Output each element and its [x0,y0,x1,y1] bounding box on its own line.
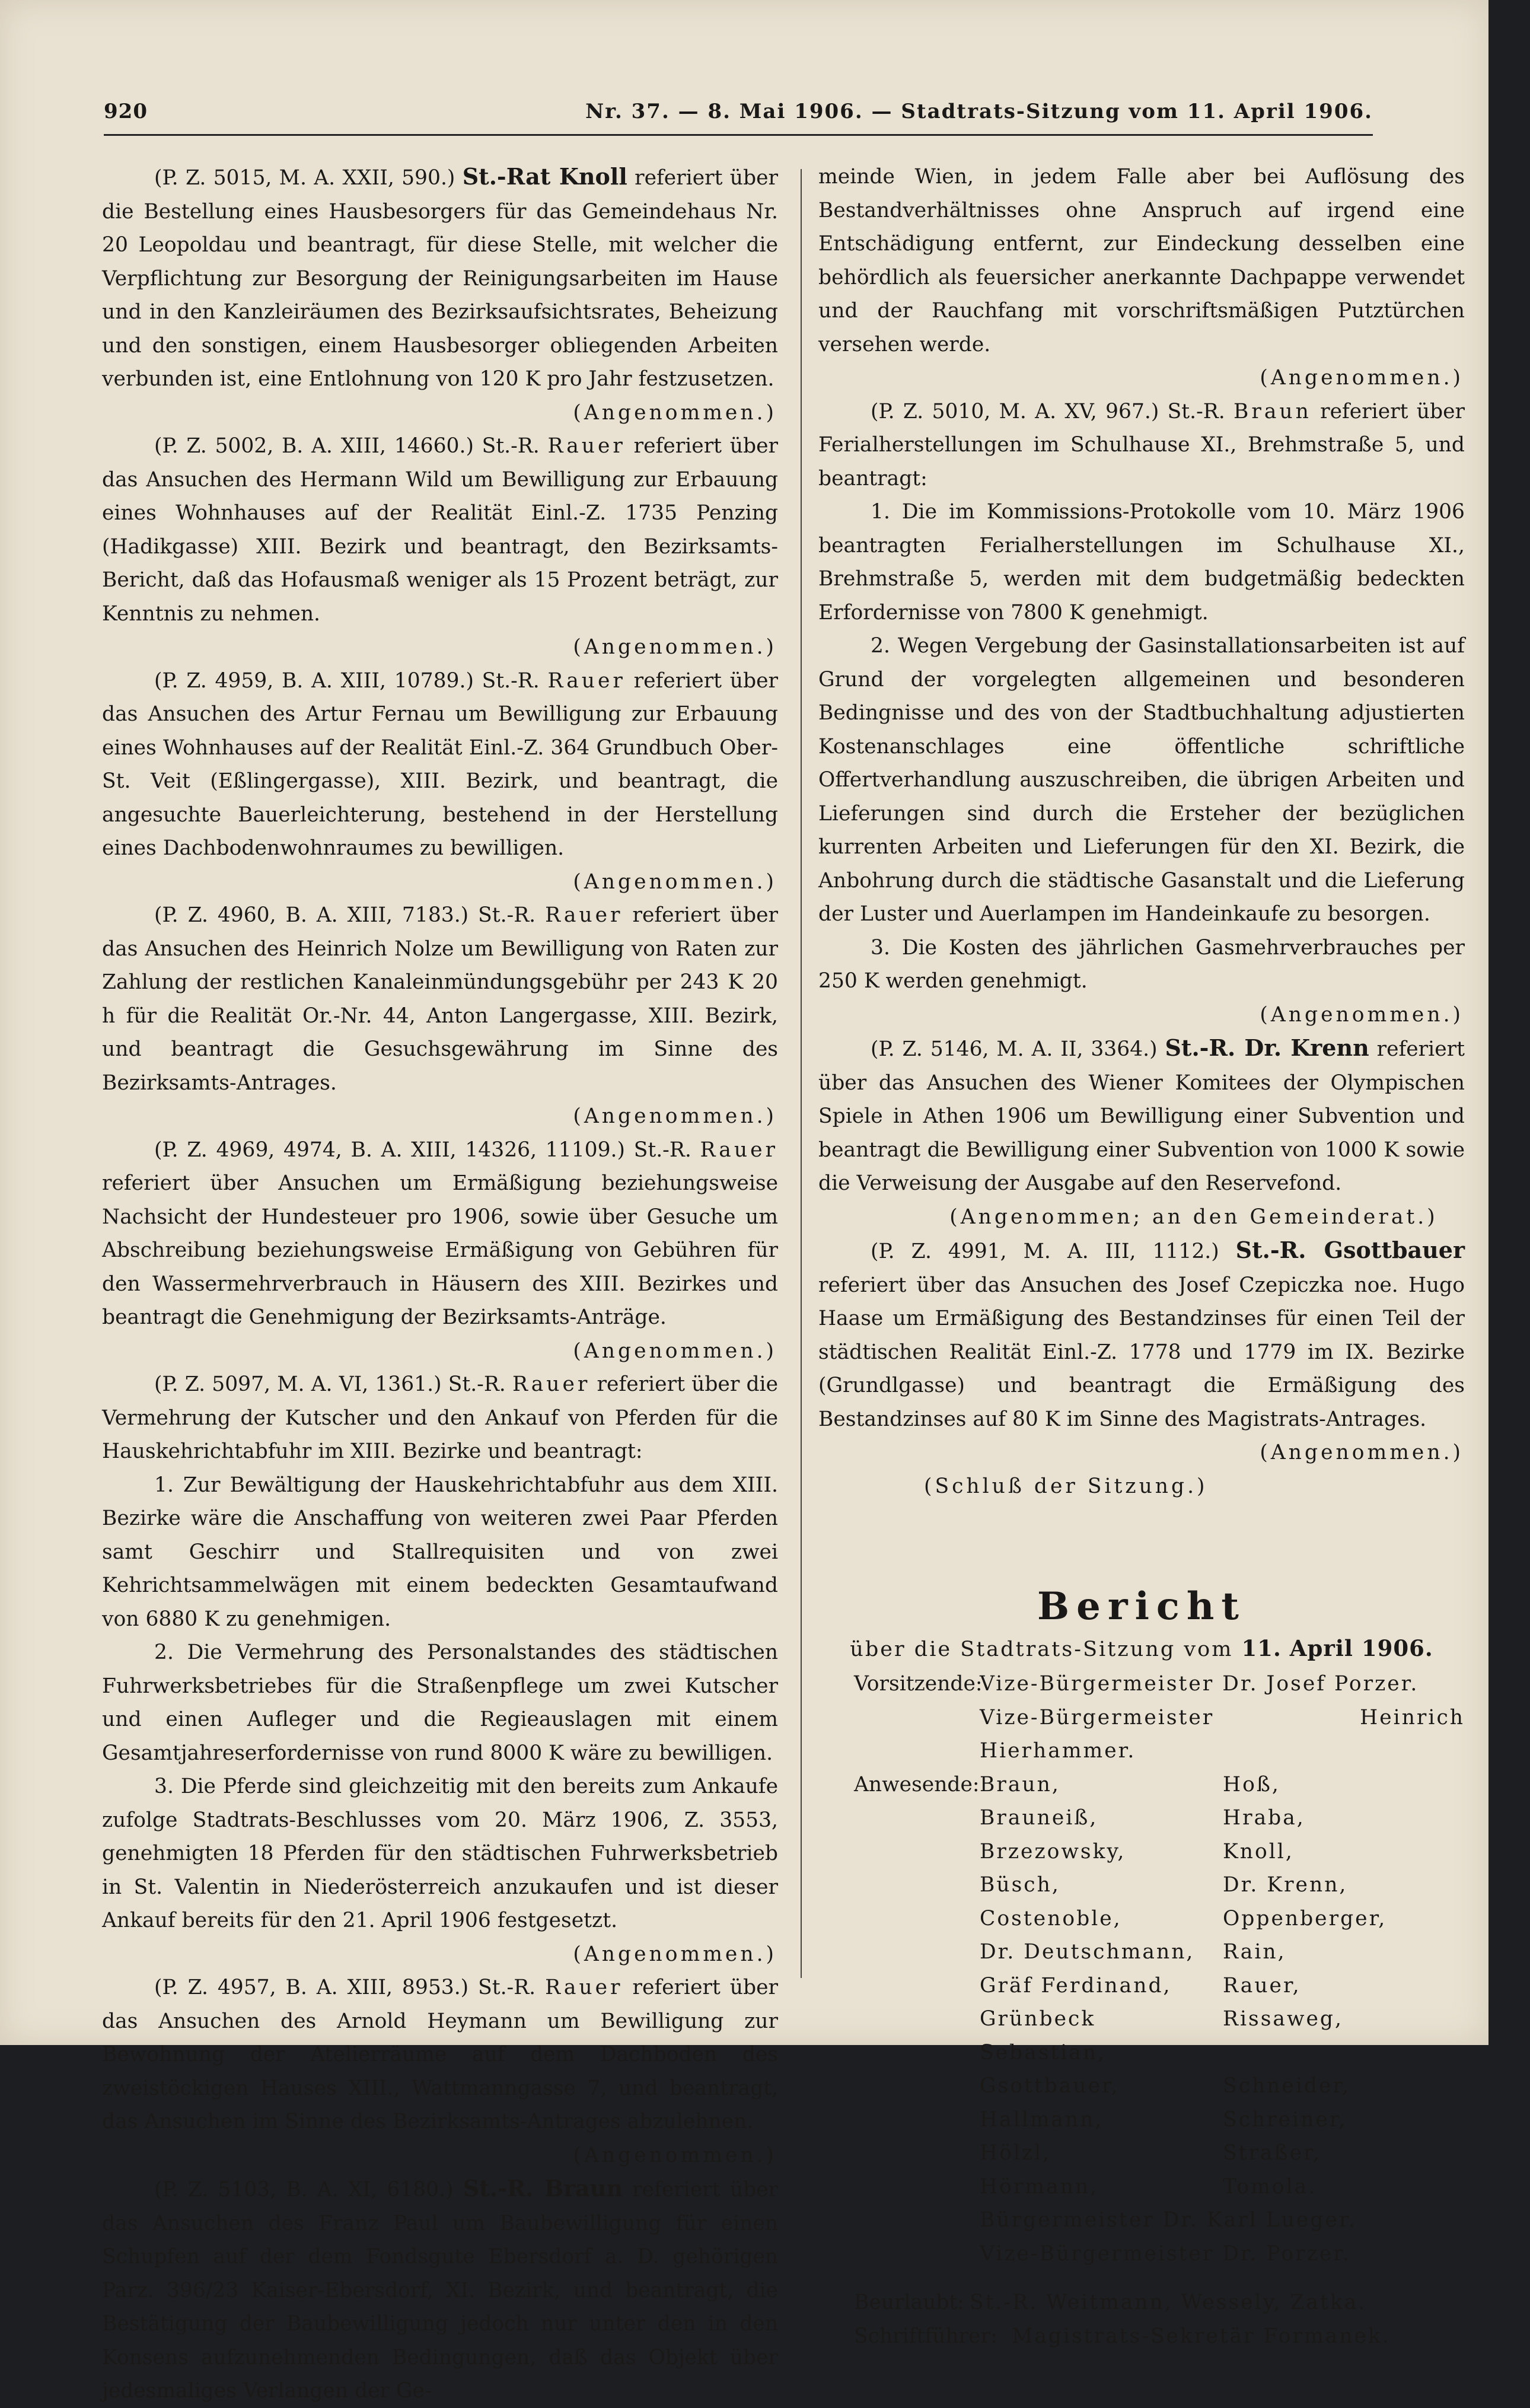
entry-text: referiert über Ansuchen um Ermäßigung beziehungsweise Nachsicht der Hundesteuer pro 1906, sowie über Gesuche um Abschreibung beziehungsweise Ermäßigung von Gebühren für den Wassermehrverbrauch in Häusern des XIII. Bezirkes und beantragt die Genehmigung der Bezirksamts-Anträge. [102,1171,778,1329]
absent-label: Beurlaubt: [854,2291,964,2314]
resolution-status: (Angenommen.) [1260,366,1464,390]
rapporteur: Rauer [545,903,623,927]
resolution-status: (Angenommen.) [1260,1002,1464,1027]
agenda-entry [102,160,778,396]
bericht-date: 11. April 1906. [1241,1635,1433,1661]
rapporteur: St.-R. Dr. Krenn [1165,1034,1369,1061]
page-header [104,100,1450,136]
attendee-name: Braun, [980,1772,1060,1797]
absent-names: St.-R. Weitmann, Wessely, Zatka. [970,2291,1367,2314]
agenda-entry [818,1031,1465,1200]
agenda-entry [102,1368,778,1469]
bericht-subtitle-text: über die Stadtrats-Sitzung vom [850,1638,1233,1661]
continued-text [818,160,1465,361]
spacer [818,1801,980,1835]
attendee-name: Schneider, [1223,2074,1351,2098]
bericht-heading: Bericht [1037,1584,1246,1629]
spacer [818,2002,980,2069]
enumerated-item [102,1636,778,1770]
entry-text: referiert über das Ansuchen des Hermann Wild um Bewilligung zur Erbauung eines Wohnhauses auf der Realität Einl.-Z. 1735 Penzing (Hadikgasse) XIII. Bezirk und beantragt, den Bezirksamts-Bericht, daß das Hofausmaß weniger als 15 Prozent beträgt, zur Kenntnis zu nehmen. [102,434,778,626]
item-text: 2. Wegen Vergebung der Gasinstallationsarbeiten ist auf Grund der vorgelegten allgemeinen und besonderen Bedingnisse und des von der Stadtbuchhaltung adjustierten Kostenanschlages eine öffentliche schriftliche Offertverhandlung auszuschreiben, die übrigen Arbeiten und Lieferungen sind durch die Ersteher der bezüglichen kurrenten Arbeiten und Lieferungen für den XI. Bezirk, die Anbohrung durch die städtische Gasanstalt und die Lieferung der Luster und Auerlampen im Handeinkaufe zu besorgen. [818,634,1465,926]
rapporteur: St.-R. Gsottbauer [1235,1237,1465,1263]
enumerated-item [818,931,1465,998]
spacer [818,2136,980,2170]
spacer [818,2203,980,2237]
attendee-name: Büsch, [980,1873,1060,1897]
spacer [818,1969,980,2003]
agenda-entry [818,1234,1465,1436]
resolution-status: (Angenommen.) [1260,1441,1464,1464]
entry-text: referiert über das Ansuchen des Wiener Komitees der Olympischen Spiele in Athen 1906 um Bewilligung einer Subvention und beantragt die Bewilligung einer Subvention von 1000 K sowie die Verweisung der Ausgabe auf den Reservefond. [818,1037,1465,1195]
resolution-status: (Angenommen.) [573,635,777,659]
resolution-status: (Angenommen.) [573,1942,777,1966]
agenda-entry [102,899,778,1100]
resolution-status: (Angenommen.) [573,1104,777,1128]
attendee-name: Oppenberger, [1223,1906,1387,1931]
attendee-name: Dr. Krenn, [1223,1873,1348,1897]
agenda-entry [818,395,1465,496]
resolution-status: (Angenommen.) [573,1339,777,1363]
file-reference: (P. Z. 4957, B. A. XIII, 8953.) St.-R. [154,1976,546,1999]
attendee-name: Gsottbauer, [980,2074,1120,2098]
attendee-name: Brzezowsky, [980,1839,1126,1864]
attendee-name: Knoll, [1223,1839,1294,1864]
attendee-name: Rain, [1223,1940,1286,1964]
entry-text: referiert über das Ansuchen des Arnold Heymann um Bewilligung zur Bewohnung der Atelierräume auf dem Dachboden des zweistöckigen Hauses XIII., Wattmanngasse 7, und beantragt, das Ansuchen im Sinne des Bezirksamts-Antrages abzulehnen. [102,1976,778,2133]
attendee-name: Hraba, [1223,1806,1305,1830]
agenda-entry [102,429,778,630]
page-number: 920 [104,100,148,123]
attendee-name: Schreiner, [1223,2107,1347,2132]
right-column [818,160,1465,2353]
spacer [818,2170,980,2204]
file-reference: (P. Z. 4991, M. A. III, 1112.) [871,1240,1236,1263]
file-reference: (P. Z. 4960, B. A. XIII, 7183.) St.-R. [154,903,546,927]
rapporteur: Braun [1233,399,1312,423]
agenda-entry [102,664,778,865]
enumerated-item [818,629,1465,931]
left-column [102,160,778,2408]
rapporteur: St.-Rat Knoll [462,163,627,190]
chair-row [818,1667,1465,1701]
attendee-name: Costenoble, [980,1906,1122,1931]
file-reference: (P. Z. 4959, B. A. XIII, 10789.) St.-R. [154,668,548,693]
attendee-name: Vize-Bürgermeister Dr. Porzer. [980,2241,1351,2266]
rapporteur: St.-R. Braun [463,2175,623,2202]
item-text: 3. Die Kosten des jährlichen Gasmehrverbrauches per 250 K werden genehmigt. [818,935,1465,993]
attendee-name: Dr. Deutschmann, [980,1940,1195,1964]
file-reference: (P. Z. 5015, M. A. XXII, 590.) [154,166,463,190]
absent-row [818,2286,1465,2320]
enumerated-item [102,1469,778,1636]
right-entries [818,160,1465,1470]
attendee-name: Rauer, [1223,1973,1301,1998]
secretary-name: Magistrats-Sekretär Formanek. [1012,2324,1391,2348]
resolution-status: (Angenommen.) [573,400,777,425]
agenda-entry [102,2172,778,2408]
entry-text: referiert über das Ansuchen des Franz Paul um Baubewilligung für einen Schupfen auf der dem Fondsgute Ebersdorf a. D. gehörigen Parz. 396/23 Kaiser-Ebersdorf, XI. Bezirk, und beantragt, die Bestätigung der Baubewilligung jedoch nur unter den in den Konsens aufzunehmenden Bedingungen, daß das Objekt über jedesmaliges Verlangen der Ge- [102,2178,778,2403]
item-text: 3. Die Pferde sind gleichzeitig mit den bereits zum Ankaufe zufolge Stadtrats-Beschlusses vom 20. März 1906, Z. 3553, genehmigten 18 Pferden für den städtischen Fuhrwerksbetrieb in St. Valentin in Niederösterreich anzukaufen und ist dieser Ankauf bereits für den 21. April 1906 festgesetzt. [102,1775,778,1932]
enumerated-item [818,495,1465,629]
attendee-name: Hölzl, [980,2141,1051,2165]
file-reference: (P. Z. 5146, M. A. II, 3364.) [871,1037,1165,1061]
attendee-name: Hoß, [1223,1772,1280,1797]
resolution-status: (Angenommen; an den Gemeinderat.) [949,1205,1438,1229]
present-label: Anwesende: [854,1772,980,1797]
attendee-name: Bürgermeister Dr. Karl Lueger. [980,2208,1357,2232]
attendee-name: Grünbeck Sebastian, [980,2007,1107,2065]
entry-text: referiert über die Vermehrung der Kutscher und den Ankauf von Pferden für die Hauskehrichtabfuhr im XIII. Bezirke und beantragt: [102,1372,779,1463]
chair-row-2 [818,1701,1465,1768]
rapporteur: Rauer [547,434,626,458]
entry-text: referiert über die Bestellung eines Hausbesorgers für das Gemeindehaus Nr. 20 Leopoldau und beantragt, für diese Stelle, mit welcher die Verpflichtung zur Besorgung der Reinigungsarbeiten im Hause und in den Kanzleiräumen des Bezirksaufsichtsrates, Beheizung und den sonstigen, einem Hausbesorger obliegenden Arbeiten verbunden ist, eine Entlohnung von 120 K pro Jahr festzusetzen. [102,166,779,391]
rapporteur: Rauer [547,668,626,693]
closing-note: (Schluß der Sitzung.) [924,1474,1208,1498]
bericht-section [818,1583,1465,2353]
item-text: 1. Zur Bewältigung der Hauskehrichtabfuhr aus dem XIII. Bezirke wäre die Anschaffung von weiteren zwei Paar Pferden samt Geschirr und Stallrequisiten und von zwei Kehrichtsammelwägen mit einem bedeckten Gesamtaufwand von 6880 K zu genehmigen. [102,1473,778,1631]
continued-text-body: meinde Wien, in jedem Falle aber bei Auflösung des Bestandverhältnisses ohne Anspruch auf irgend eine Entschädigung entfernt, zur Eindeckung desselben eine behördlich als feuersicher anerkannte Dachpappe verwendet und der Rauchfang mit vorschriftsmäßigen Putztürchen versehen werde. [818,165,1465,356]
spacer [818,1835,980,1869]
file-reference: (P. Z. 5103, B. A. XI, 6180.) [154,2178,463,2202]
file-reference: (P. Z. 4969, 4974, B. A. XIII, 14326, 11109.) St.-R. [154,1138,700,1162]
attendee-name: Tomola. [1223,2174,1317,2199]
item-text: 1. Die im Kommissions-Protokolle vom 10. März 1906 beantragten Ferialherstellungen im Schulhause XI., Brehmstraße 5, werden mit dem budgetmäßig bedeckten Erfordernisse von 7800 K genehmigt. [818,500,1465,625]
attendee-list [818,1768,1465,2271]
spacer [818,2237,980,2271]
file-reference: (P. Z. 5002, B. A. XIII, 14660.) St.-R. [154,434,548,458]
entry-text: referiert über das Ansuchen des Heinrich Nolze um Bewilligung von Raten zur Zahlung der restlichen Kanaleinmündungsgebühr per 243 K 20 h für die Realität Or.-Nr. 44, Anton Langergasse, XIII. Bezirk, und beantragt die Gesuchsgewährung im Sinne des Bezirksamts-Antrages. [102,903,778,1095]
entry-text: referiert über Ferialherstellungen im Schulhause XI., Brehmstraße 5, und beantragt: [818,399,1465,490]
entry-text: referiert über das Ansuchen des Josef Czepiczka noe. Hugo Haase um Ermäßigung des Bestandzinses für einen Teil der städtischen Realität Einl.-Z. 1778 und 1779 im IX. Bezirke (Grundlgasse) und beantragt die Ermäßigung des Bestandzinses auf 80 K im Sinne des Magistrats-Antrages. [818,1273,1465,1431]
running-title: Nr. 37. — 8. Mai 1906. — Stadtrats-Sitzung vom 11. April 1906. [585,100,1373,123]
attendee-name: Gräf Ferdinand, [980,1973,1172,1998]
spacer [818,1935,980,1969]
column-divider [801,169,802,1978]
attendee-name: Brauneiß, [980,1806,1098,1830]
chair-name: Vize-Bürgermeister Dr. Josef Porzer. [980,1672,1419,1696]
spacer [818,1902,980,1936]
attendee-name: Straßer, [1223,2141,1321,2165]
spacer [818,1868,980,1902]
attendee-name: Rissaweg, [1223,2007,1343,2031]
enumerated-item [102,1770,778,1938]
secretary-row [818,2320,1465,2353]
rapporteur: Rauer [545,1976,623,1999]
entry-text: referiert über das Ansuchen des Artur Fernau um Bewilligung zur Erbauung eines Wohnhauses auf der Realität Einl.-Z. 364 Grundbuch Ober-St. Veit (Eßlingergasse), XIII. Bezirk, und beantragt, die angesuchte Bauerleichterung, bestehend in der Herstellung eines Dachbodenwohnraumes zu bewilligen. [102,668,778,860]
secretary-label: Schriftführer: [854,2324,997,2348]
spacer [818,2069,980,2103]
chair-name: Vize-Bürgermeister Heinrich Hierhammer. [980,1705,1465,1763]
item-text: 2. Die Vermehrung des Personalstandes des städtischen Fuhrwerksbetriebes für die Straßenpflege um zwei Kutscher und einen Aufleger und die Regieauslagen mit einem Gesamtjahreserfordernisse von rund 8000 K wäre zu bewilligen. [102,1641,778,1765]
agenda-entry [102,1971,778,2139]
resolution-status: (Angenommen.) [573,2143,777,2167]
spacer [818,2103,980,2137]
attendee-name: Hörmann, [980,2174,1099,2199]
agenda-entry [102,1133,778,1334]
attendee-name: Hallmann, [980,2107,1104,2132]
file-reference: (P. Z. 5097, M. A. VI, 1361.) St.-R. [154,1372,512,1396]
header-rule [104,134,1373,136]
bericht-subtitle [818,1630,1465,1667]
chair-label: Vorsitzende: [854,1672,983,1696]
rapporteur: Rauer [512,1372,591,1396]
file-reference: (P. Z. 5010, M. A. XV, 967.) St.-R. [871,399,1233,423]
resolution-status: (Angenommen.) [573,869,777,894]
rapporteur: Rauer [700,1138,778,1162]
